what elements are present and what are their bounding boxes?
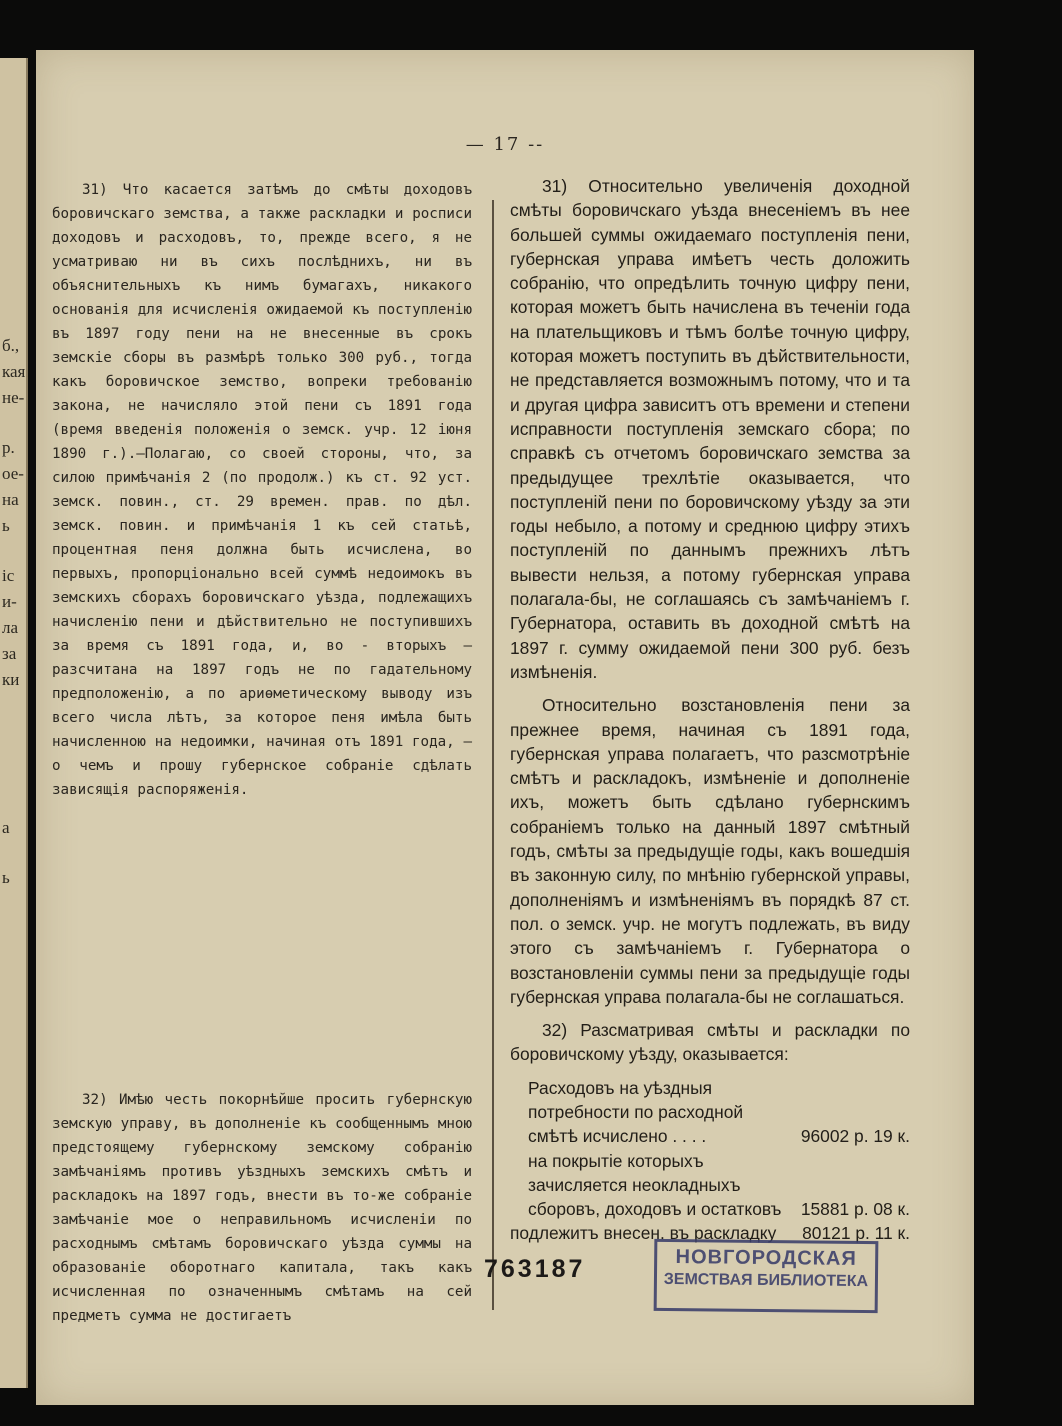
prev-page-fragment: ое-	[2, 464, 24, 483]
prev-page-fragment: ь	[2, 868, 10, 887]
prev-page-fragment: іс	[2, 566, 15, 585]
stamp-line-2: ЗЕМСТВАЯ БИБЛИОТЕКА	[663, 1270, 869, 1291]
calc-amount: 80121 р. 11 к.	[802, 1223, 910, 1244]
calc-label: подлежитъ внесен. въ раскладку	[510, 1223, 777, 1244]
prev-page-fragment: кая	[2, 362, 26, 381]
calc-amount: 96002 р. 19 к.	[800, 1126, 910, 1147]
response-31: 31) Относительно увеличенія доходной смѣты боровичскаго уѣзда внесеніемъ въ нее большей суммы ожидаемаго поступленія пени, губернская управа имѣетъ честь доложить собранію, что опредѣлить точную цифру пени, которая можетъ быть начислена въ теченіи года на плательщиковъ и тѣмъ болѣе точную цифру, которая можетъ поступить въ дѣйствительности, не представляется возможнымъ потому, что и та и другая цифра зависитъ отъ времени и степени исправности поступленія земскаго сбора; по справкѣ съ отчетомъ боровичскаго земства за предыдущее трехлѣтіе оказывается, что поступленій пени по боровичскому уѣзду за эти годы небыло, а потому и среднюю цифру этихъ поступленій по даннымъ прежнихъ лѣтъ вывести нельзя, а потому губернская управа полагала-бы, не соглашаясь съ замѣчаніемъ г. Губернатора, оставить въ доходной смѣтѣ на 1897 г. сумму ожидаемой пени 300 руб. безъ измѣненія.	[510, 176, 910, 682]
prev-page-fragment: ь	[2, 516, 10, 535]
budget-calculation	[510, 1076, 910, 1246]
prev-page-fragment: на	[2, 490, 19, 509]
library-stamp	[654, 1239, 879, 1313]
response-32-intro: 32) Разсматривая смѣты и раскладки по боровичскому уѣзду, оказывается:	[510, 1020, 910, 1065]
response-penalty-restore: Относительно возстановленія пени за прежнее время, начиная съ 1891 года, губернская управа полагаетъ, что разсмотрѣніе смѣтъ и раскладокъ, измѣненіе и дополненіе ихъ, можетъ быть сдѣлано губернскимъ собраніемъ только на данный 1897 смѣтный годъ, смѣты за предыдущіе годы, какъ вошедшія въ законную силу, по мнѣнію губернской управы, дополненіямъ и измѣненіямъ въ порядкѣ 87 ст. пол. о земск. учр. не могутъ подлежать, въ виду этого съ замѣчаніемъ г. Губернатора о возстановленіи суммы пени за предыдущіе годы губернская управа полагала-бы не соглашаться.	[510, 695, 910, 1007]
calc-row	[510, 1149, 910, 1222]
calc-label: Расходовъ на уѣздныя потребности по расходной смѣтѣ исчислено . . . .	[528, 1077, 744, 1147]
inventory-number: 763187	[484, 1255, 586, 1283]
column-divider	[492, 200, 494, 1310]
calc-label: на покрытіе которыхъ зачисляется неокладныхъ сборовъ, доходовъ и остатковъ	[528, 1150, 782, 1220]
prev-page-fragment: б.,	[2, 336, 20, 355]
remark-32: 32) Имѣю честь покорнѣйше просить губернскую земскую управу, въ дополненіе къ сообщеннымъ мною предстоящему губернскому земскому собранію замѣчаніямъ противъ уѣздныхъ земскихъ смѣтъ и раскладокъ на 1897 годъ, внести въ то-же собраніе замѣчаніе мое о неправильномъ исчисленіи по расходнымъ смѣтамъ боровичскаго уѣзда суммы на образованіе оборотнаго капитала, такъ какъ исчисленная по означеннымъ смѣтамъ на сей предметъ сумма не достигаетъ	[52, 1092, 472, 1324]
stamp-line-1: НОВГОРОДСКАЯ	[675, 1246, 857, 1270]
remark-31: 31) Что касается затѣмъ до смѣты доходовъ боровичскаго земства, а также раскладки и росписи доходовъ и расходовъ, то, прежде всего, я не усматриваю ни въ сихъ послѣднихъ, ни въ объяснительныхъ къ нимъ бумагахъ, никакого основанія для исчисленія ожидаемой къ поступленію въ 1897 году пени на не внесенные въ срокъ земскіе сборы въ размѣрѣ только 300 руб., тогда какъ боровичское земство, вопреки требованію закона, не начисляло этой пени съ 1891 года (время введенія положенія о земск. учр. 12 іюня 1890 г.).—Полагаю, со своей стороны, что, за силою примѣчанія 2 (по продолж.) къ ст. 92 уст. земск. повин., ст. 29 времен. прав. по дѣл. земск. повин. и примѣчанія 1 къ сей статьѣ, процентная пеня должна быть исчислена, во первыхъ, пропорціонально всей суммѣ недоимокъ въ земскихъ сборахъ боровичскаго уѣзда, подлежащихъ начисленію пени и дѣйствительно не поступившихъ за время съ 1891 года, и, во - вторыхъ — разсчитана на 1897 годъ не по гадательному предположенію, а по ариѳметическому выводу изъ всего числа лѣтъ, за которое пеня имѣла быть начисленною на недоимки, начиная отъ 1891 года, — о чемъ и прошу губернское собраніе сдѣлать зависящія распоряженія.	[52, 182, 472, 798]
prev-page-fragment: не-	[2, 388, 25, 407]
board-response-column	[510, 174, 910, 1246]
prev-page-fragment: р.	[2, 438, 15, 457]
calc-row	[510, 1076, 910, 1149]
previous-page-edge	[0, 58, 28, 1388]
prev-page-fragment: за	[2, 644, 17, 663]
prev-page-fragment: а	[2, 818, 10, 837]
document-page	[36, 50, 974, 1405]
prev-page-fragment: ла	[2, 618, 19, 637]
calc-amount: 15881 р. 08 к.	[800, 1199, 910, 1220]
page-number: — 17 --	[465, 134, 545, 155]
prev-page-fragment: и-	[2, 592, 17, 611]
prev-page-fragment: ки	[2, 670, 20, 689]
